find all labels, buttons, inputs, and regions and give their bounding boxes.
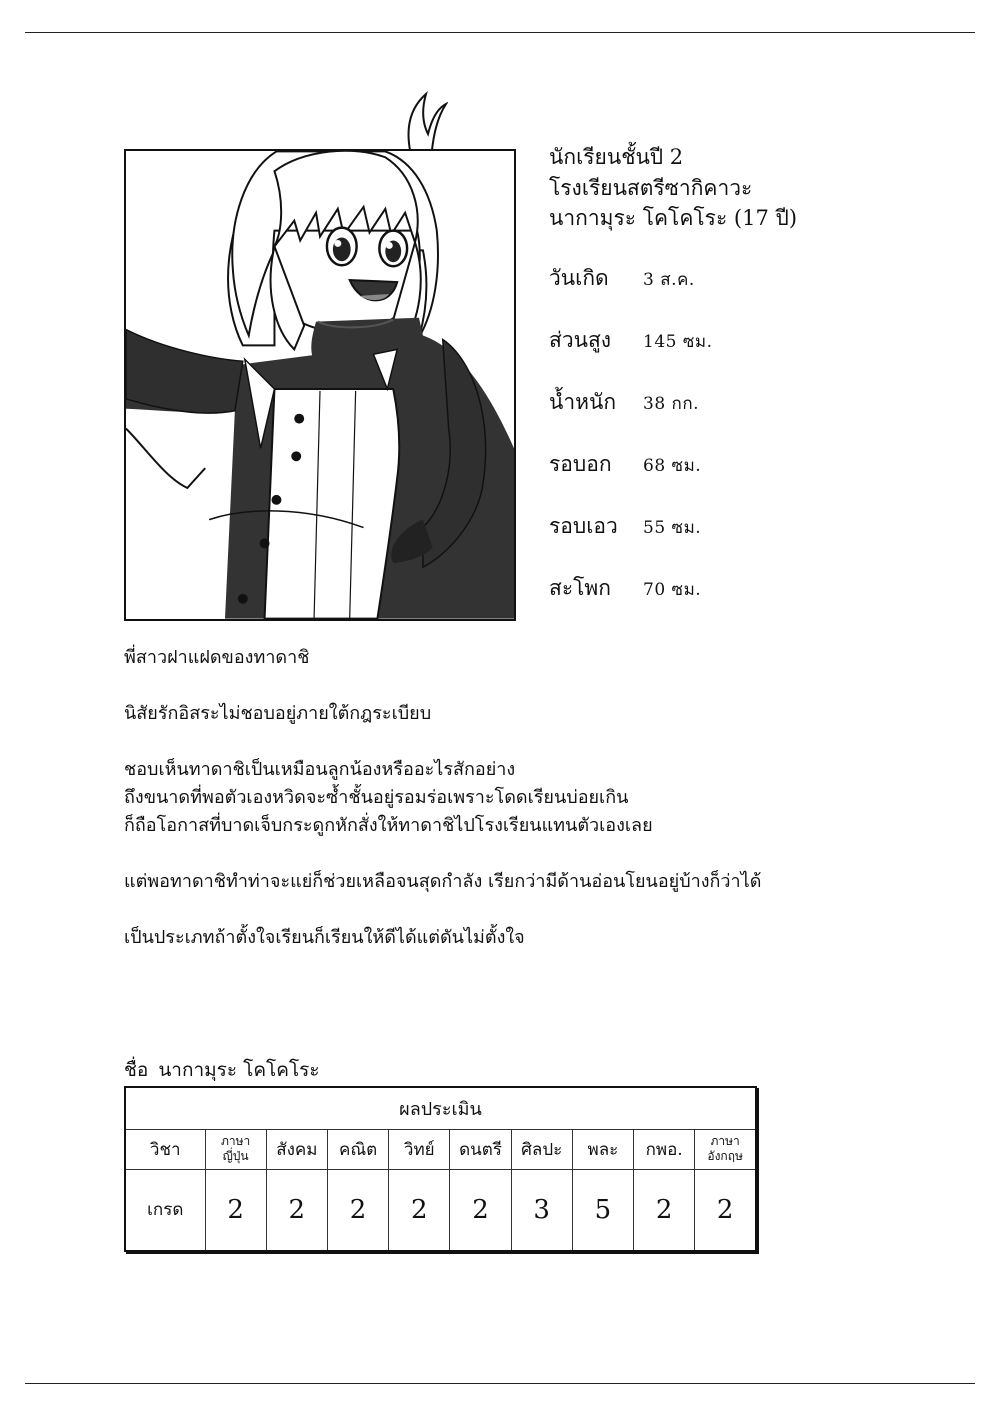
subject-row	[125, 1129, 756, 1169]
stat-label: สะโพก	[549, 576, 611, 600]
top-rule	[25, 32, 975, 33]
subject-math: คณิต	[327, 1129, 388, 1169]
subject-art: ศิลปะ	[511, 1129, 572, 1169]
name-value: นากามุระ โคโคโระ	[158, 1059, 320, 1081]
stat-label: ส่วนสูง	[549, 328, 612, 352]
grade-label: เกรด	[125, 1169, 205, 1251]
subject-line: อังกฤษ	[707, 1149, 743, 1163]
report-name-line	[124, 1055, 320, 1085]
stat-value: 55 ซม.	[643, 518, 702, 538]
report-title-row	[125, 1087, 756, 1129]
stat-label: น้ำหนัก	[549, 390, 617, 414]
desc-paragraph: นิสัยรักอิสระไม่ชอบอยู่ภายใต้กฎระเบียบ	[124, 703, 432, 724]
subject-line: ญี่ปุ่น	[222, 1149, 249, 1163]
grade-cell: 2	[327, 1169, 388, 1251]
character-name-age: นากามุระ โคโคโระ (17 ปี)	[549, 206, 798, 230]
grade-cell: 2	[205, 1169, 266, 1251]
subject-pe: พละ	[572, 1129, 633, 1169]
subject-japanese	[205, 1129, 266, 1169]
subject-english	[695, 1129, 756, 1169]
stat-value: 3 ส.ค.	[643, 270, 695, 290]
subject-kpo: กพอ.	[634, 1129, 695, 1169]
grade-cell: 2	[634, 1169, 695, 1251]
subject-line: ภาษา	[220, 1134, 251, 1148]
desc-paragraph: พี่สาวฝาแฝดของทาดาชิ	[124, 647, 310, 668]
bottom-rule	[25, 1383, 975, 1384]
grade-cell: 5	[572, 1169, 633, 1251]
grade-cell: 2	[266, 1169, 327, 1251]
character-illustration	[126, 151, 514, 619]
desc-line: ถึงขนาดที่พอตัวเองหวิดจะซ้ำชั้นอยู่รอมร่อเพราะโดดเรียนบ่อยเกิน	[124, 787, 629, 808]
report-card-table	[124, 1086, 757, 1252]
grade-cell: 2	[389, 1169, 450, 1251]
grade-cell: 2	[450, 1169, 511, 1251]
subject-science: วิทย์	[389, 1129, 450, 1169]
stat-value: 145 ซม.	[643, 332, 713, 352]
stat-value: 38 กก.	[643, 394, 700, 414]
grade-cell: 2	[695, 1169, 756, 1251]
stat-label: รอบเอว	[549, 514, 618, 538]
name-label: ชื่อ	[124, 1059, 149, 1081]
desc-line: ก็ถือโอกาสที่บาดเจ็บกระดูกหักสั่งให้ทาดาชิไปโรงเรียนแทนตัวเองเลย	[124, 815, 653, 836]
school-name: โรงเรียนสตรีซากิคาวะ	[549, 175, 753, 200]
grade-row	[125, 1169, 756, 1251]
subject-social: สังคม	[266, 1129, 327, 1169]
stat-label: วันเกิด	[549, 266, 609, 290]
desc-paragraph: แต่พอทาดาชิทำท่าจะแย่ก็ช่วยเหลือจนสุดกำลัง เรียกว่ามีด้านอ่อนโยนอยู่บ้างก็ว่าได้	[124, 871, 762, 892]
subject-line: ภาษา	[710, 1134, 740, 1148]
report-title: ผลประเมิน	[125, 1087, 756, 1129]
subject-music: ดนตรี	[450, 1129, 511, 1169]
profile-intro	[549, 142, 797, 234]
grade-cell: 3	[511, 1169, 572, 1251]
stat-value: 68 ซม.	[643, 456, 702, 476]
grade-year: นักเรียนชั้นปี 2	[549, 145, 684, 169]
subject-label: วิชา	[125, 1129, 205, 1169]
desc-paragraph: เป็นประเภทถ้าตั้งใจเรียนก็เรียนให้ดีได้แต่ดันไม่ตั้งใจ	[124, 927, 525, 948]
stat-value: 70 ซม.	[643, 580, 702, 600]
character-portrait	[124, 149, 516, 621]
hair-ahoge-illustration	[388, 88, 448, 150]
stat-label: รอบอก	[549, 452, 612, 476]
character-description	[124, 644, 761, 952]
desc-line: ชอบเห็นทาดาชิเป็นเหมือนลูกน้องหรืออะไรสักอย่าง	[124, 759, 516, 780]
